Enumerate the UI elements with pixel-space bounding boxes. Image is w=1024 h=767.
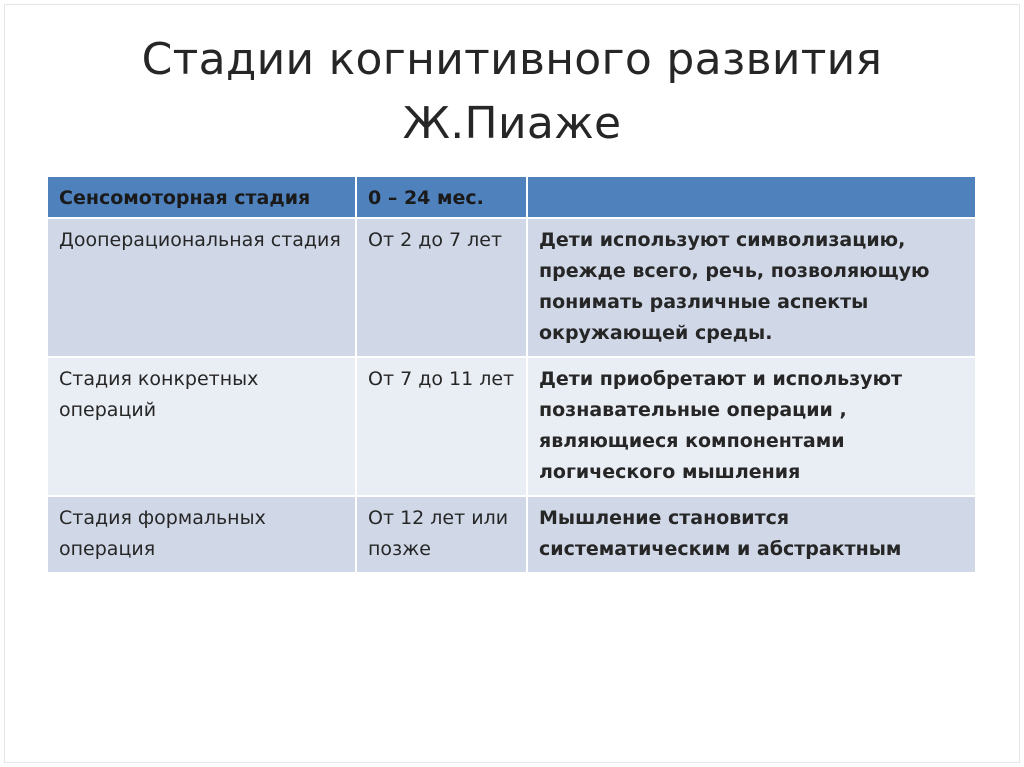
stages-table: [48, 177, 975, 574]
table-header-row: [48, 177, 975, 218]
header-cell-stage: Сенсомоторная стадия: [48, 177, 356, 218]
table-row: [48, 496, 975, 573]
stage-cell: Стадия формальных операция: [48, 496, 356, 573]
slide-title: [0, 28, 1024, 156]
age-cell: От 2 до 7 лет: [356, 218, 527, 357]
slide-title-line-1: Стадии когнитивного развития: [141, 34, 883, 85]
header-cell-description: [527, 177, 975, 218]
description-cell: Дети используют символизацию, прежде всего, речь, позволяющую понимать различные аспекты окружающей среды.: [527, 218, 975, 357]
slide-title-line-2: Ж.Пиаже: [402, 98, 622, 149]
description-cell: Дети приобретают и используют познавательные операции , являющиеся компонентами логического мышления: [527, 357, 975, 496]
table-row: [48, 218, 975, 357]
stage-cell: Дооперациональная стадия: [48, 218, 356, 357]
header-cell-age: 0 – 24 мес.: [356, 177, 527, 218]
age-cell: От 12 лет или позже: [356, 496, 527, 573]
stage-cell: Стадия конкретных операций: [48, 357, 356, 496]
description-cell: Мышление становится систематическим и абстрактным: [527, 496, 975, 573]
table-row: [48, 357, 975, 496]
age-cell: От 7 до 11 лет: [356, 357, 527, 496]
